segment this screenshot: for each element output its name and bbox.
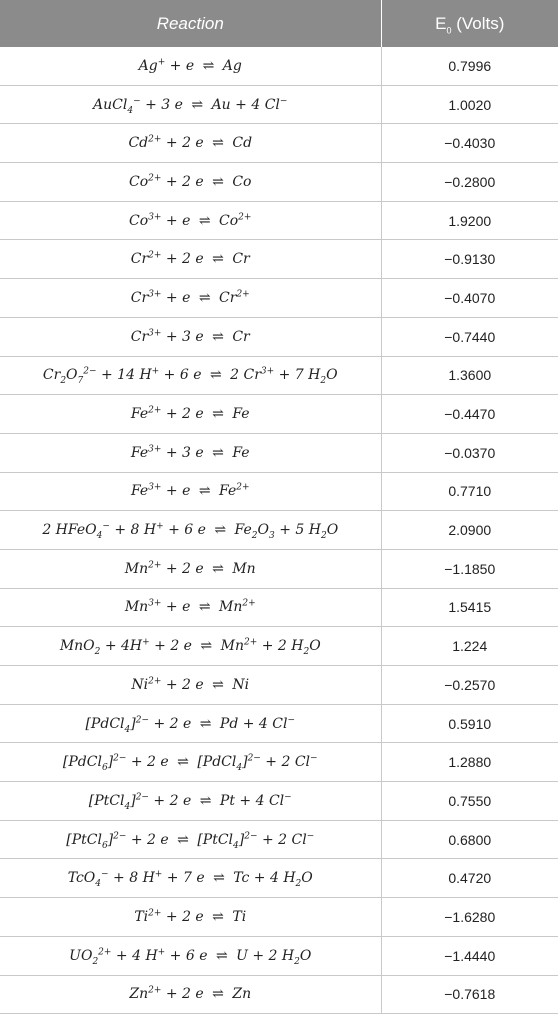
reaction-cell: MnO$_2$ + 4H+ + 2 e ⇌ $Mn^{2+} + 2$ $H_2O$	[0, 627, 381, 666]
potential-cell: −0.7618	[381, 975, 558, 1014]
reaction-cell: $UO_2^{2+} + 4$ H+ + 6 e ⇌ U + 2 $H_2O$	[0, 936, 381, 975]
reaction-cell: [PdCl$_4$]$^{2-}$ + 2 e ⇌ Pd + 4 Cl−	[0, 704, 381, 743]
potential-cell: 0.7710	[381, 472, 558, 511]
potential-cell: 1.224	[381, 627, 558, 666]
reaction-cell: $Mn^{2+} + 2$ e ⇌ Mn	[0, 549, 381, 588]
reaction-cell: TcO$_4$− + 8 H+ + 7 e ⇌ Tc + 4 $H_2O$	[0, 859, 381, 898]
table-row	[0, 704, 558, 743]
reaction-cell: AuCl$_4$− + 3 e ⇌ Au + 4 Cl−	[0, 85, 381, 124]
potential-cell: 2.0900	[381, 511, 558, 550]
reaction-cell: $Mn^{3+} + e$ ⇌ $Mn^{2+}$	[0, 588, 381, 627]
reaction-cell: [PdCl$_6$]$^{2-}$ + 2 e ⇌ [PdCl$_4$]$^{2-}$ + 2 Cl−	[0, 743, 381, 782]
e0-symbol: E	[435, 13, 447, 33]
e0-column-header	[381, 0, 558, 47]
e0-unit: (Volts)	[451, 13, 505, 33]
reaction-column-header: Reaction	[0, 0, 381, 47]
potential-cell: −0.0370	[381, 433, 558, 472]
reaction-cell: $Ni^{2+} + 2$ e ⇌ Ni	[0, 666, 381, 705]
table-row	[0, 395, 558, 434]
reaction-cell: $Fe^{2+} + 2$ e ⇌ Fe	[0, 395, 381, 434]
potential-cell: −0.9130	[381, 240, 558, 279]
reaction-cell: $Co^{2+} + 2$ e ⇌ Co	[0, 163, 381, 202]
potential-cell: 0.4720	[381, 859, 558, 898]
potential-cell: 1.5415	[381, 588, 558, 627]
table-row	[0, 85, 558, 124]
potential-cell: −0.2800	[381, 163, 558, 202]
reaction-cell: $Cr^{2+} + 2$ e ⇌ Cr	[0, 240, 381, 279]
table-row	[0, 240, 558, 279]
reaction-cell: 2 HFeO$_4$− + 8 H+ + 6 e ⇌ $Fe_2O_3 + 5$ $H_2O$	[0, 511, 381, 550]
table-row	[0, 201, 558, 240]
e0-subscript: 0	[446, 24, 452, 35]
table-row	[0, 511, 558, 550]
potential-cell: 1.2880	[381, 743, 558, 782]
potential-cell: −0.4070	[381, 279, 558, 318]
potential-cell: 1.0020	[381, 85, 558, 124]
table-row	[0, 472, 558, 511]
table-row	[0, 588, 558, 627]
table-row	[0, 549, 558, 588]
potential-cell: 1.9200	[381, 201, 558, 240]
potential-cell: −1.1850	[381, 549, 558, 588]
table-row	[0, 936, 558, 975]
table-row	[0, 782, 558, 821]
reaction-cell: $Ti^{2+} + 2$ e ⇌ Ti	[0, 898, 381, 937]
reaction-cell: $Zn^{2+} + 2$ e ⇌ Zn	[0, 975, 381, 1014]
reaction-cell: $Co^{3+} + e$ ⇌ $Co^{2+}$	[0, 201, 381, 240]
potential-cell: 1.3600	[381, 356, 558, 395]
table-row	[0, 975, 558, 1014]
table-row	[0, 859, 558, 898]
potential-cell: −0.7440	[381, 317, 558, 356]
table-row	[0, 898, 558, 937]
potential-cell: 0.5910	[381, 704, 558, 743]
potential-cell: −0.2570	[381, 666, 558, 705]
table-row	[0, 356, 558, 395]
table-row	[0, 163, 558, 202]
potential-cell: 0.6800	[381, 820, 558, 859]
reaction-cell: $Fe^{3+} + e$ ⇌ $Fe^{2+}$	[0, 472, 381, 511]
reaction-cell: $Fe^{3+} + 3$ e ⇌ Fe	[0, 433, 381, 472]
potential-cell: 0.7550	[381, 782, 558, 821]
table-row	[0, 743, 558, 782]
table-row	[0, 317, 558, 356]
table-row	[0, 820, 558, 859]
reaction-cell: $Cd^{2+} + 2$ e ⇌ Cd	[0, 124, 381, 163]
potential-cell: −0.4030	[381, 124, 558, 163]
reaction-cell: [PtCl$_4$]$^{2-}$ + 2 e ⇌ Pt + 4 Cl−	[0, 782, 381, 821]
potential-cell: 0.7996	[381, 47, 558, 85]
table-body	[0, 47, 558, 1014]
reaction-cell: $Cr_2O_7^{2-} + 14$ H+ + 6 e ⇌ 2 $Cr^{3+} + 7$ $H_2O$	[0, 356, 381, 395]
table-row	[0, 124, 558, 163]
potential-cell: −0.4470	[381, 395, 558, 434]
reaction-cell: Ag+ + e ⇌ Ag	[0, 47, 381, 85]
reaction-cell: [PtCl$_6$]$^{2-}$ + 2 e ⇌ [PtCl$_4$]$^{2-}$ + 2 Cl−	[0, 820, 381, 859]
reaction-cell: $Cr^{3+} + 3$ e ⇌ Cr	[0, 317, 381, 356]
table-row	[0, 279, 558, 318]
table-row	[0, 433, 558, 472]
reaction-cell: $Cr^{3+} + e$ ⇌ $Cr^{2+}$	[0, 279, 381, 318]
table-row	[0, 627, 558, 666]
potential-cell: −1.6280	[381, 898, 558, 937]
table-row	[0, 666, 558, 705]
potential-cell: −1.4440	[381, 936, 558, 975]
table-header-row	[0, 0, 558, 47]
table-row	[0, 47, 558, 85]
